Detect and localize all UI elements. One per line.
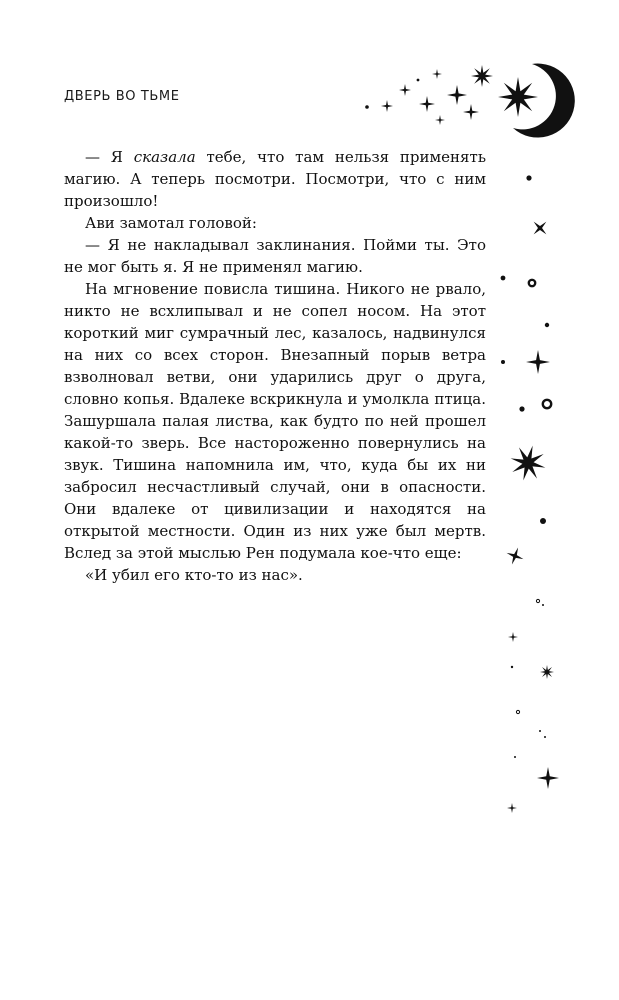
sparkle-star-icon bbox=[432, 69, 442, 79]
ring-star-icon bbox=[543, 400, 551, 408]
sparkle-star-icon bbox=[537, 767, 559, 789]
ring-star-icon bbox=[529, 280, 535, 286]
sparkle-star-icon bbox=[471, 65, 493, 87]
p1-start: — Я bbox=[85, 148, 134, 166]
star-dot-icon bbox=[545, 323, 549, 327]
star-dot-icon bbox=[501, 276, 506, 281]
sparkle-star-icon bbox=[498, 77, 538, 117]
sparkle-star-icon bbox=[507, 803, 517, 813]
paragraph-2: Ави замотал головой: bbox=[85, 214, 257, 232]
star-dot-icon bbox=[417, 79, 420, 82]
sparkle-star-icon bbox=[540, 665, 554, 679]
star-dot-icon bbox=[365, 105, 369, 109]
star-dot-icon bbox=[526, 175, 531, 180]
sparkle-star-icon bbox=[399, 84, 411, 96]
sparkle-star-icon bbox=[508, 632, 518, 642]
sparkle-star-icon bbox=[447, 85, 467, 105]
p1-end: тебе, что там нельзя применять магию. А теперь посмотри. Посмотри, что с ним произошло! bbox=[64, 148, 486, 210]
sparkle-star-icon bbox=[526, 350, 550, 374]
sparkle-star-icon bbox=[503, 544, 526, 567]
sparkle-star-icon bbox=[527, 215, 552, 240]
star-dot-icon bbox=[540, 518, 546, 524]
paragraph-3: — Я не накладывал заклинания. Пойми ты. Это не мог быть я. Я не применял магию. bbox=[64, 236, 486, 276]
ring-star-icon bbox=[516, 710, 519, 713]
p1-emphasis: сказала bbox=[133, 148, 196, 166]
ring-star-icon bbox=[536, 599, 539, 602]
star-dot-icon bbox=[514, 756, 516, 758]
sparkle-star-icon bbox=[419, 96, 435, 112]
star-dot-icon bbox=[542, 604, 544, 606]
paragraph-4: На мгновение повисла тишина. Никого не рвало, никто не всхлипывал и не сопел носом. На этот короткий миг сумрачный лес, казалось, надвинулся на них со всех сторон. Внезапный порыв ветра взволновал ветви, они ударились друг о друга, словно копья. Вдалеке вскрикнула и умолкла птица. Зашуршала палая листва, как будто по ней прошел какой-то зверь. Все настороженно повернулись на звук. Тишина напомнила им, что, куда бы их ни забросил несчастливый случай, они в опасности. Они вдалеке от цивилизации и находятся на открытой местности. Один из них уже был мертв. Вслед за этой мыслью Рен подумала кое-что еще: bbox=[64, 280, 486, 562]
running-title: ДВЕРЬ ВО ТЬМЕ bbox=[64, 89, 180, 104]
sparkle-star-icon bbox=[435, 115, 445, 125]
sparkle-star-icon bbox=[381, 100, 393, 112]
star-dot-icon bbox=[511, 666, 513, 668]
paragraph-5: «И убил его кто-то из нас». bbox=[85, 566, 303, 584]
sparkle-star-icon bbox=[463, 104, 479, 120]
star-dot-icon bbox=[539, 730, 541, 732]
star-dot-icon bbox=[519, 406, 524, 411]
sparkle-star-icon bbox=[506, 441, 550, 485]
star-dot-icon bbox=[544, 736, 546, 738]
star-dot-icon bbox=[501, 360, 505, 364]
